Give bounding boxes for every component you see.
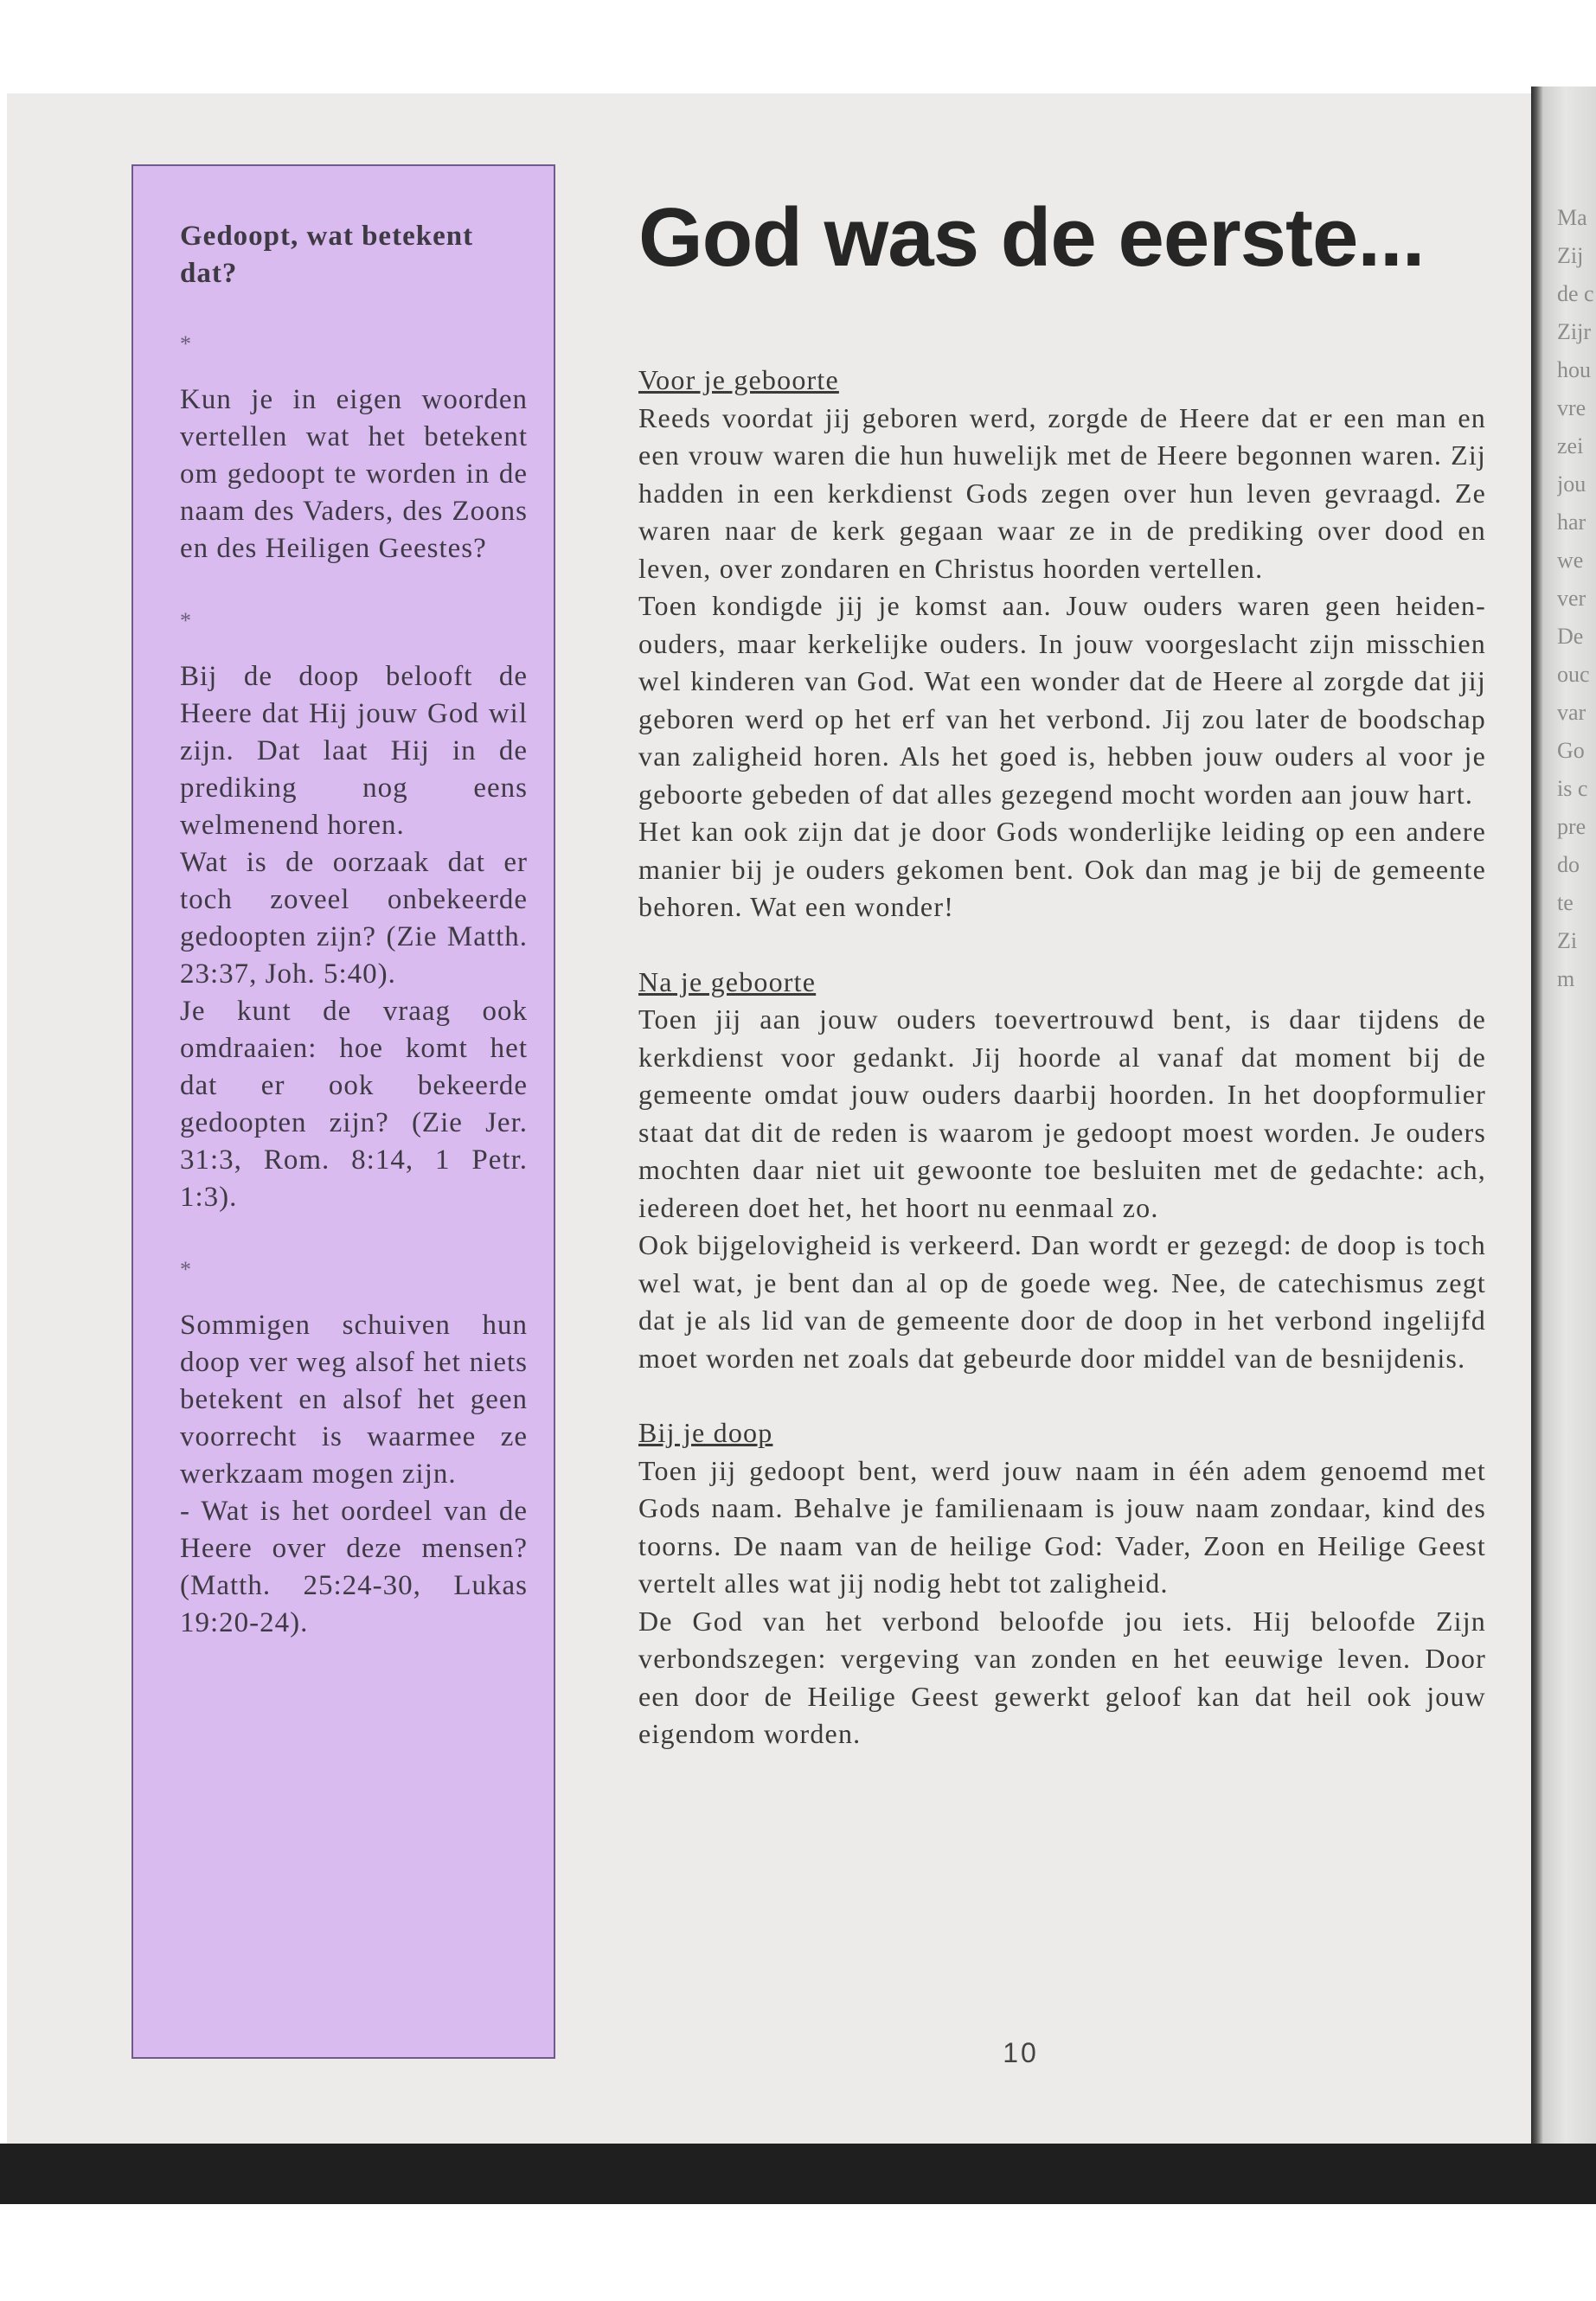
next-page-fragment: pre <box>1557 814 1586 839</box>
sidebar-question: Bij de doop belooft de Heere dat Hij jouw God wil zijn. Dat laat Hij in de prediking nog eens welmenend horen. <box>180 661 528 841</box>
next-page-fragment: de c <box>1557 281 1594 306</box>
paragraph: Ook bijgelovigheid is verkeerd. Dan wordt er gezegd: de doop is toch wel wat, je bent dan al op de goede weg. Nee, de catechismus zegt dat je als lid van de gemeente door de doop in het verbond ingelijfd moet worden net zoals dat gebeurde door middel van de besnijdenis. <box>638 1229 1486 1374</box>
sidebar-question: Kun je in eigen woorden vertellen wat het betekent om gedoopt te worden in de naam des Vaders, des Zoons en des Heiligen Geestes? <box>180 384 528 564</box>
article-body <box>638 362 1486 1753</box>
next-page-fragment: Zijr <box>1557 319 1591 344</box>
scan-bottom-edge <box>0 2144 1596 2204</box>
next-page-fragment: har <box>1557 510 1586 535</box>
sidebar-question: Wat is de oorzaak dat er toch zoveel onbekeerde gedoopten zijn? (Zie Matth. 23:37, Joh. 5:40). <box>180 847 528 990</box>
next-page-edge <box>1557 199 1596 1064</box>
section-heading: Bij je doop <box>638 1417 773 1448</box>
next-page-fragment: zei <box>1557 433 1584 458</box>
paragraph: De God van het verbond beloofde jou iets. Hij beloofde Zijn verbondszegen: vergeving van zonden en het eeuwige leven. Door een door de Heilige Geest gewerkt geloof kan dat heil ook jouw eigendom worden. <box>638 1605 1486 1749</box>
article-title: God was de eerste... <box>638 191 1425 284</box>
sidebar-question: Sommigen schuiven hun doop ver weg alsof het niets betekent en alsof het geen voorrecht is waarmee ze werkzaam mogen zijn. <box>180 1310 528 1490</box>
paragraph: Het kan ook zijn dat je door Gods wonderlijke leiding op een andere manier bij je ouders gekomen bent. Ook dan mag je bij de gemeente behoren. Wat een wonder! <box>638 816 1486 922</box>
next-page-fragment: Go <box>1557 738 1585 763</box>
next-page-fragment: Ma <box>1557 205 1587 230</box>
next-page-fragment: var <box>1557 700 1586 725</box>
next-page-fragment: Zi <box>1557 928 1578 953</box>
next-page-fragment: De <box>1557 624 1584 649</box>
paragraph: Reeds voordat jij geboren werd, zorgde de Heere dat er een man en een vrouw waren die hun huwelijk met de Heere begonnen waren. Zij hadden in een kerkdienst Gods zegen over hun leven gevraagd. Ze waren naar de kerk gegaan waar ze in de prediking over dood en leven, over zondaren en Christus hoorden vertellen. <box>638 401 1486 584</box>
paragraph: Toen jij aan jouw ouders toevertrouwd bent, is daar tijdens de kerkdienst voor gedankt. Jij hoorde al vanaf dat moment bij de gemeente omdat jouw ouders daarbij hoorden. In het doopformulier staat dat dit de reden is waarom je gedoopt moest worden. Je ouders mochten daar niet uit gewoonte toe besluiten met de gedachte: ach, iedereen doet het, het hoort nu eenmaal zo. <box>638 1003 1486 1223</box>
asterisk-divider: * <box>180 331 191 356</box>
next-page-fragment: hou <box>1557 357 1591 382</box>
section-heading: Na je geboorte <box>638 965 817 997</box>
next-page-fragment: te <box>1557 890 1574 915</box>
asterisk-divider: * <box>180 1257 191 1282</box>
page-number: 10 <box>1003 2037 1039 2068</box>
sidebar-question: Je kunt de vraag ook omdraaien: hoe komt het dat er ook bekeerde gedoopten zijn? (Zie Jer. 31:3, Rom. 8:14, 1 Petr. 1:3). <box>180 996 528 1213</box>
next-page-fragment: vre <box>1557 395 1586 420</box>
sidebar-title: Gedoopt, wat betekent dat? <box>180 221 474 289</box>
asterisk-divider: * <box>180 608 191 633</box>
next-page-fragment: is c <box>1557 776 1588 801</box>
next-page-fragment: we <box>1557 548 1584 573</box>
next-page-fragment: do <box>1557 852 1580 877</box>
next-page-fragment: ver <box>1557 586 1586 611</box>
next-page-fragment: m <box>1557 966 1575 991</box>
question-sidebar <box>131 164 555 2059</box>
next-page-fragment: ouc <box>1557 662 1590 687</box>
section-heading: Voor je geboorte <box>638 364 839 395</box>
next-page-fragment: Zij <box>1557 243 1584 268</box>
paragraph: Toen jij gedoopt bent, werd jouw naam in één adem genoemd met Gods naam. Behalve je familienaam is jouw naam zondaar, kind des toorns. De naam van de heilige God: Vader, Zoon en Heilige Geest vertelt alles wat jij nodig hebt tot zaligheid. <box>638 1454 1486 1599</box>
next-page-fragment: jou <box>1557 471 1586 497</box>
paragraph: Toen kondigde jij je komst aan. Jouw ouders waren geen heiden-ouders, maar kerkelijke ouders. In jouw voorgeslacht zijn misschien wel kinderen van God. Wat een wonder dat de Heere al zorgde dat jij geboren werd op het erf van het verbond. Jij zou later de boodschap van zaligheid horen. Als het goed is, hebben jouw ouders al voor je geboorte gebeden of dat alles gezegend mocht worden aan jouw hart. <box>638 590 1486 810</box>
sidebar-question: - Wat is het oordeel van de Heere over deze mensen? (Matth. 25:24-30, Lukas 19:20-24). <box>180 1496 528 1638</box>
